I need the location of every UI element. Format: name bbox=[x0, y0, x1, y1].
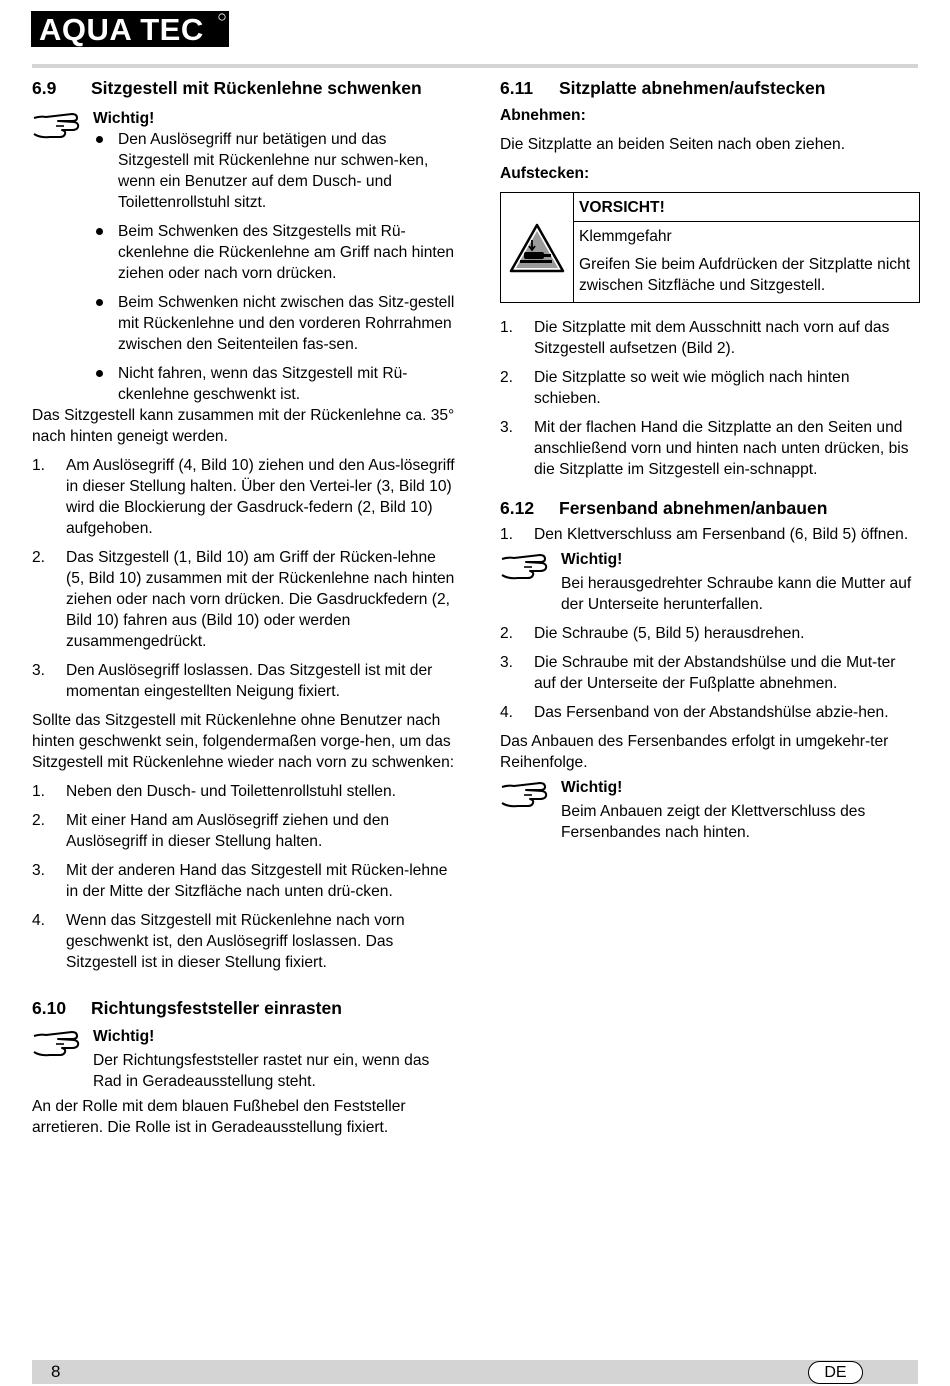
numbered-steps bbox=[32, 781, 457, 973]
pointing-hand-icon bbox=[32, 1026, 84, 1060]
section-6-11-heading: 6.11 Sitzplatte abnehmen/aufstecken bbox=[500, 78, 826, 98]
step-item: 2. Das Sitzgestell (1, Bild 10) am Griff der Rücken-lehne (5, Bild 10) zusammen mit der Rückenlehne nach hinten ziehen oder nach vorn drücken. Die Gasdruckfedern (2, Bild 10) fahren aus (Bild 10) oder werden zusammengedrückt. bbox=[32, 549, 455, 650]
important-note bbox=[32, 1026, 457, 1092]
bullet-item: Nicht fahren, wenn das Sitzgestell mit Rü-ckenlehne geschwenkt ist. bbox=[93, 363, 457, 405]
step-item: 2. Mit einer Hand am Auslösegriff ziehen und den Auslösegriff in dieser Stellung halten. bbox=[32, 812, 390, 850]
section-6-12-heading: 6.12 Fersenband abnehmen/anbauen bbox=[500, 498, 828, 518]
step-item: 4. Das Fersenband von der Abstandshülse abzie-hen. bbox=[500, 704, 889, 721]
bullet-item: Beim Schwenken des Sitzgestells mit Rü-ckenlehne die Rückenlehne am Griff nach hinten ziehen oder nach vorn drücken. bbox=[93, 221, 457, 284]
hand-crush-warning-icon bbox=[508, 222, 566, 274]
important-note bbox=[500, 777, 920, 843]
caution-heading: VORSICHT! bbox=[574, 193, 919, 222]
important-note bbox=[500, 549, 920, 615]
paragraph: Das Sitzgestell kann zusammen mit der Rückenlehne ca. 35° nach hinten geneigt werden. bbox=[32, 407, 455, 445]
step-item: 4. Wenn das Sitzgestell mit Rückenlehne nach vorn geschwenkt ist, den Auslösegriff loslassen. Das Sitzgestell ist in dieser Stellung fixiert. bbox=[32, 912, 405, 971]
section-6-9-heading: 6.9 Sitzgestell mit Rückenlehne schwenken bbox=[32, 78, 422, 98]
step-item: 2. Die Sitzplatte so weit wie möglich nach hinten schieben. bbox=[500, 369, 850, 407]
paragraph: Sollte das Sitzgestell mit Rückenlehne ohne Benutzer nach hinten geschwenkt sein, folgendermaßen vorge-hen, um das Sitzgestell mit Rückenlehne wieder nach vorn zu schwenken: bbox=[32, 712, 455, 771]
step-item: 3. Die Schraube mit der Abstandshülse und die Mut-ter auf der Unterseite der Fußplatte abnehmen. bbox=[500, 654, 896, 692]
svg-text:AQUA TEC: AQUA TEC bbox=[39, 12, 204, 47]
step-item: 3. Den Auslösegriff loslassen. Das Sitzgestell ist mit der momentan eingestellten Neigung fixiert. bbox=[32, 662, 433, 700]
bullet-item: Beim Schwenken nicht zwischen das Sitz-gestell mit Rückenlehne und den vorderen Rohrrahmen zwischen den Seitenteilen fas-sen. bbox=[93, 292, 457, 355]
warning-bullet-list bbox=[93, 129, 457, 405]
paragraph: Das Anbauen des Fersenbandes erfolgt in umgekehr-ter Reihenfolge. bbox=[500, 733, 889, 771]
step-item: 3. Mit der anderen Hand das Sitzgestell mit Rücken-lehne in der Mitte der Sitzfläche nach unten drü-cken. bbox=[32, 862, 448, 900]
note-text: Der Richtungsfeststeller rastet nur ein, wenn das Rad in Geradeausstellung steht. bbox=[93, 1052, 430, 1090]
aquatec-logo bbox=[31, 11, 229, 47]
note-text: Bei herausgedrehter Schraube kann die Mutter auf der Unterseite herunterfallen. bbox=[561, 575, 912, 613]
numbered-steps bbox=[500, 524, 920, 545]
paragraph: Die Sitzplatte an beiden Seiten nach oben ziehen. bbox=[500, 136, 846, 153]
step-item: 3. Mit der flachen Hand die Sitzplatte an den Seiten und anschließend vorn und hinten nach unten drücken, bis die Sitzplatte im Sitzgestell ein-schnappt. bbox=[500, 419, 909, 478]
step-item: 2. Die Schraube (5, Bild 5) herausdrehen. bbox=[500, 625, 805, 642]
subheading-abnehmen: Abnehmen: bbox=[500, 107, 586, 124]
numbered-steps bbox=[32, 455, 457, 702]
page-number: 8 bbox=[51, 1362, 61, 1381]
caution-box bbox=[500, 192, 920, 303]
left-column bbox=[32, 76, 457, 1138]
caution-text: Greifen Sie beim Aufdrücken der Sitzplatte nicht zwischen Sitzfläche und Sitzgestell. bbox=[579, 256, 911, 294]
important-note bbox=[32, 108, 457, 405]
note-heading: Wichtig! bbox=[561, 779, 623, 796]
note-heading: Wichtig! bbox=[561, 551, 623, 568]
numbered-steps bbox=[500, 317, 920, 480]
step-item: 1. Neben den Dusch- und Toilettenrollstuhl stellen. bbox=[32, 783, 396, 800]
subheading-aufstecken: Aufstecken: bbox=[500, 165, 590, 182]
caution-line: Klemmgefahr bbox=[579, 228, 672, 245]
note-text: Beim Anbauen zeigt der Klettverschluss des Fersenbandes nach hinten. bbox=[561, 803, 866, 841]
header-rule bbox=[32, 64, 918, 68]
right-column bbox=[500, 76, 920, 843]
note-heading: Wichtig! bbox=[93, 1028, 155, 1045]
step-item: 1. Den Klettverschluss am Fersenband (6, Bild 5) öffnen. bbox=[500, 526, 909, 543]
step-item: 1. Die Sitzplatte mit dem Ausschnitt nach vorn auf das Sitzgestell aufsetzen (Bild 2). bbox=[500, 319, 890, 357]
step-item: 1. Am Auslösegriff (4, Bild 10) ziehen und den Aus-lösegriff in dieser Stellung halten. Über den Vertei-ler (3, Bild 10) wird die Blockierung der Gasdruck-federn (2, Bild 10) aufgehoben. bbox=[32, 457, 455, 537]
bullet-item: Den Auslösegriff nur betätigen und das Sitzgestell mit Rückenlehne nur schwen-ken, wenn ein Benutzer auf dem Dusch- und Toilettenrollstuhl sitzt. bbox=[93, 129, 457, 213]
note-heading: Wichtig! bbox=[93, 110, 155, 127]
pointing-hand-icon bbox=[32, 108, 84, 142]
section-6-10-heading: 6.10 Richtungsfeststeller einrasten bbox=[32, 998, 342, 1018]
pointing-hand-icon bbox=[500, 549, 552, 583]
footer-bar bbox=[32, 1360, 918, 1384]
caution-symbol bbox=[501, 193, 574, 302]
paragraph: An der Rolle mit dem blauen Fußhebel den Feststeller arretieren. Die Rolle ist in Geradeausstellung fixiert. bbox=[32, 1098, 406, 1136]
pointing-hand-icon bbox=[500, 777, 552, 811]
language-badge: DE bbox=[808, 1361, 863, 1384]
numbered-steps bbox=[500, 623, 920, 723]
